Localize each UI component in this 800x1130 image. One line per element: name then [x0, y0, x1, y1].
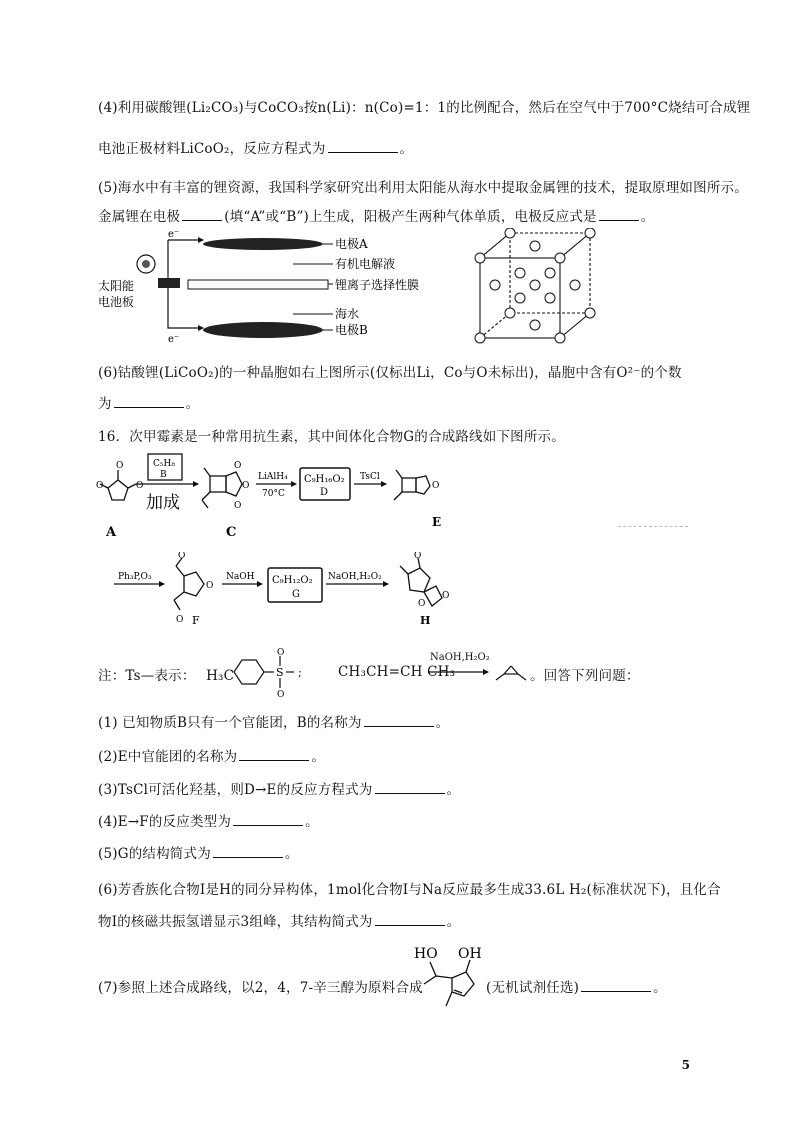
temp-label: 70°C [262, 489, 285, 499]
svg-text:O: O [234, 461, 242, 471]
answer-blank[interactable] [581, 979, 651, 992]
period: 。 [185, 396, 200, 412]
solar-panel-label-2: 电池板 [98, 295, 135, 309]
solar-panel-label-1: 太阳能 [98, 279, 135, 293]
q16-part1 [98, 711, 449, 731]
solar-panel-icon [158, 278, 180, 288]
svg-text:O: O [234, 501, 242, 511]
d-formula: C₉H₁₆O₂ [304, 474, 345, 485]
q15-part6-text: 为 [98, 396, 112, 412]
naoh-h2o2-reagent: NaOH,H₂O₂ [328, 572, 382, 582]
answer-blank[interactable] [233, 813, 303, 826]
scan-artifact-line [618, 526, 688, 527]
q15-part4-line1: (4)利用碳酸锂(Li₂CO₃)与CoCO₃按n(Li)：n(Co)=1：1的比例配合，然后在空气中于700°C烧结可合成锂 [98, 100, 751, 116]
membrane [188, 280, 328, 289]
q16-part2-text: (2)E中官能团的名称为 [98, 749, 238, 765]
electron-label: e⁻ [168, 229, 180, 240]
answer-blank[interactable] [364, 714, 434, 727]
note-label: 注：Ts—表示： [98, 668, 196, 684]
label-c: C [226, 525, 237, 540]
membrane-label: 锂离子选择性膜 [335, 278, 420, 292]
period: 。 [640, 209, 655, 225]
q16-part5 [98, 842, 299, 862]
q16-part1-text: (1) 已知物质B只有一个官能团，B的名称为 [98, 715, 362, 731]
label-b: B [160, 470, 167, 480]
q15-part5-line2 [98, 205, 654, 225]
seawater-label: 海水 [335, 307, 360, 321]
q16-part7-tail [486, 976, 667, 996]
q16-intro: 16．次甲霉素是一种常用抗生素，其中间体化合物G的合成路线如下图所示。 [98, 429, 565, 445]
q15-part6-line1: (6)钴酸锂(LiCoO₂)的一种晶胞如右上图所示(仅标出Li，Co与O未标出)，晶胞中含有O²⁻的个数 [98, 365, 682, 381]
label-h: H [420, 614, 431, 627]
synthesis-scheme-row1 [96, 448, 466, 543]
tosyl-structure [228, 646, 308, 698]
label-a: A [106, 525, 117, 540]
note-alkene: CH₃CH=CH CH₃ [338, 664, 456, 680]
svg-text:O: O [432, 481, 440, 491]
q16-part6-text: 物I的核磁共振氢谱显示3组峰，其结构简式为 [98, 914, 373, 930]
answer-blank[interactable] [239, 748, 309, 761]
answer-blank[interactable] [328, 140, 398, 153]
svg-text:O: O [277, 648, 285, 658]
electrode-b [203, 322, 323, 338]
svg-text:O: O [418, 599, 426, 609]
q16-part7: (7)参照上述合成路线，以2，4，7-辛三醇为原料合成 [98, 980, 423, 996]
compound-e-structure [394, 470, 430, 500]
q15-part5-text-b: (填“A”或“B”)上生成，阳极产生两种气体单质，电极反应式是 [224, 209, 597, 225]
svg-text:O: O [277, 690, 285, 698]
q15-part4-text: 电池正极材料LiCoO₂，反应方程式为 [98, 141, 326, 157]
lialh4-reagent: LiAlH₄ [258, 472, 288, 482]
b-formula: C₅H₈ [153, 459, 175, 469]
svg-text:O: O [442, 591, 450, 601]
addition-label: 加成 [146, 493, 180, 513]
crystal-cell-diagram [470, 228, 610, 348]
compound-f-structure [174, 558, 204, 610]
q15-part4-line2 [98, 137, 413, 157]
electron-label: e⁻ [168, 334, 180, 345]
svg-text:O: O [414, 552, 422, 561]
tscl-reagent: TsCl [360, 472, 380, 482]
q16-part5-text: (5)G的结构简式为 [98, 846, 211, 862]
svg-text:O: O [176, 615, 184, 625]
answer-blank[interactable] [114, 395, 184, 408]
q16-part7-text: (无机试剂任选) [486, 980, 580, 996]
svg-text:S: S [276, 666, 284, 679]
svg-text:O: O [116, 461, 124, 471]
compound-a-structure [100, 470, 136, 500]
note-end: 。回答下列问题： [530, 668, 640, 684]
page-number: 5 [681, 1058, 690, 1072]
q15-part5-line1: (5)海水中有丰富的锂资源，我国科学家研究出利用太阳能从海水中提取金属锂的技术，提取原理如图所示。 [98, 180, 748, 196]
naoh-reagent: NaOH [226, 572, 255, 582]
synthesis-scheme-row2 [112, 552, 472, 642]
ph3po3-reagent: Ph₃P,O₃ [118, 572, 152, 582]
q16-part4-text: (4)E→F的反应类型为 [98, 814, 232, 830]
q16-part4 [98, 810, 319, 830]
hydroxyl-label-1: HO [414, 946, 438, 962]
label-e: E [432, 515, 442, 529]
answer-blank[interactable] [599, 208, 639, 221]
electrolysis-diagram [98, 228, 438, 353]
electrode-a-label: 电极A [335, 237, 368, 251]
period: 。 [311, 749, 326, 765]
period: 。 [399, 141, 414, 157]
electrode-b-label: 电极B [335, 323, 368, 337]
q15-part5-text-a: 金属锂在电极 [98, 209, 181, 225]
answer-blank[interactable] [213, 845, 283, 858]
target-molecule-structure [412, 942, 492, 1024]
period: 。 [284, 846, 299, 862]
organic-electrolyte-label: 有机电解液 [335, 257, 396, 271]
answer-blank[interactable] [182, 208, 222, 221]
q16-part3 [98, 778, 460, 798]
period: 。 [305, 814, 319, 830]
hydroxyl-label-2: OH [458, 946, 482, 962]
svg-text:O: O [136, 481, 144, 491]
q16-part6-line2 [98, 910, 460, 930]
label-g: G [292, 589, 300, 600]
period: 。 [435, 715, 450, 731]
period: 。 [446, 782, 461, 798]
svg-text:O: O [206, 581, 214, 591]
label-f: F [192, 614, 200, 627]
q16-part6-line1: (6)芳香族化合物I是H的同分异构体，1mol化合物I与Na反应最多生成33.6L H₂(标准状况下)，且化合 [98, 882, 721, 898]
q16-part2 [98, 745, 325, 765]
note-reagent: NaOH,H₂O₂ [430, 652, 490, 663]
label-d: D [320, 487, 329, 498]
answer-blank[interactable] [375, 781, 445, 794]
q16-part3-text: (3)TsCl可活化羟基，则D→E的反应方程式为 [98, 782, 373, 798]
svg-text:O: O [96, 481, 104, 491]
electrode-a [203, 238, 323, 250]
svg-text:O: O [178, 552, 186, 561]
g-formula: C₉H₁₂O₂ [272, 575, 313, 586]
period: 。 [446, 914, 461, 930]
svg-text:O: O [242, 481, 250, 491]
note-h3c: H₃C [206, 668, 235, 684]
svg-text:;: ; [298, 666, 302, 679]
q16-note [98, 664, 234, 684]
q15-part6-line2 [98, 392, 199, 412]
answer-blank[interactable] [375, 913, 445, 926]
period: 。 [653, 980, 667, 996]
